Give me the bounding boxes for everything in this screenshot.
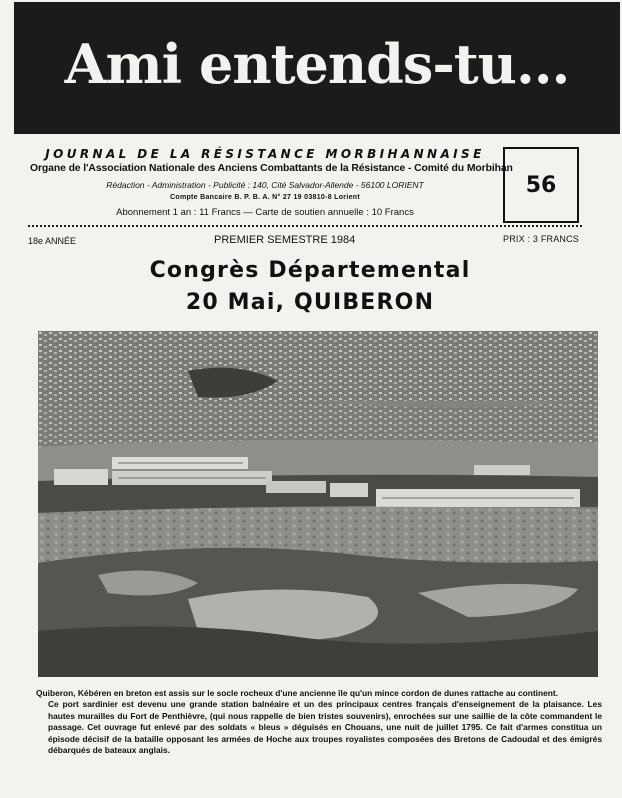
semester-label: PREMIER SEMESTRE 1984 bbox=[214, 234, 356, 246]
masthead-banner bbox=[14, 2, 620, 134]
issue-number: 56 bbox=[525, 173, 557, 198]
subscription-line: Abonnement 1 an : 11 Francs — Carte de soutien annuelle : 10 Francs bbox=[116, 207, 414, 218]
caption-paragraph-1: Quiberon, Kébéren en breton est assis sur le socle rocheux d'une ancienne île qu'un mince cordon de dunes rattache au continent. bbox=[36, 688, 558, 698]
issue-number-box bbox=[503, 147, 579, 223]
masthead-title: Ami entends-tu... bbox=[64, 32, 570, 96]
headline-line-1: Congrès Départemental bbox=[149, 258, 471, 283]
dotted-divider bbox=[28, 225, 582, 227]
journal-subtitle: JOURNAL DE LA RÉSISTANCE MORBIHANNAISE bbox=[45, 147, 485, 161]
organe-line: Organe de l'Association Nationale des Anciens Combattants de la Résistance - Comité du Morbihan bbox=[30, 163, 513, 174]
redaction-address: Rédaction - Administration - Publicité : 140, Cité Salvador-Allende - 56100 LORIENT bbox=[106, 180, 424, 190]
year-of-publication: 18e ANNÉE bbox=[28, 236, 77, 246]
price-label: PRIX : 3 FRANCS bbox=[503, 234, 580, 244]
headline-line-2: 20 Mai, QUIBERON bbox=[185, 290, 435, 315]
aerial-photo-quiberon bbox=[38, 331, 598, 677]
photo-caption bbox=[36, 688, 602, 756]
caption-paragraph-2: Ce port sardinier est devenu une grande station balnéaire et un des principaux centres français d'enseignement de la plaisance. Les hautes murailles du Fort de Penthièvre, (qui nous rappelle de bien tristes souvenirs), enrochées sur une saillie de la côte commandent le passage. Cet ouvrage fut enlevé par des soldats « bleus » déguisés en Chouans, une nuit de juillet 1795. Ce fait d'armes constitua un épisode décisif de la bataille opposant les armées de Hoche aux troupes royalistes composées des Bretons de Cadoudal et des émigrés débarqués de bateaux anglais. bbox=[48, 699, 602, 756]
aerial-photo-illustration bbox=[38, 331, 598, 677]
bank-account-line: Compte Bancaire B. P. B. A. N° 27 19 03810-8 Lorient bbox=[170, 194, 360, 201]
